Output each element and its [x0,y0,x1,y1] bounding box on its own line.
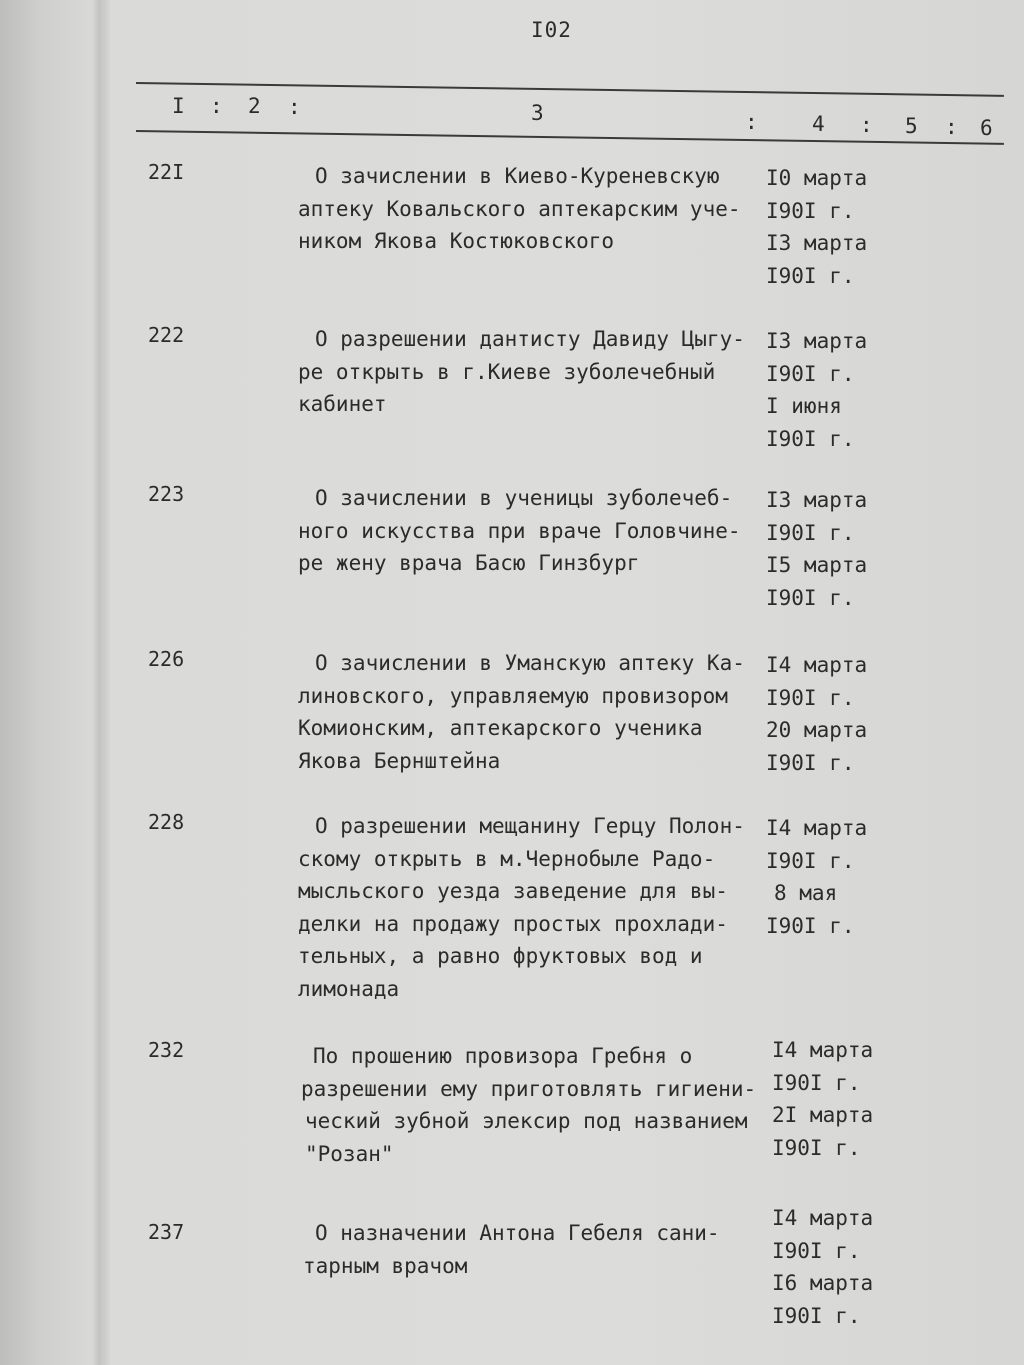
description-line: кабинет [298,392,387,416]
description-line: По прошению провизора Гребня о [313,1044,693,1068]
date-line: I90I г. [772,1070,861,1095]
column-header-4: 4 [812,112,825,136]
column-header-2: 2 [248,94,261,118]
entry-number: 228 [148,810,185,834]
date-line: I3 марта [766,329,868,353]
description-line: О зачислении в Киево-Куреневскую [315,164,720,188]
page-number: I02 [531,18,572,42]
column-header-5: 5 [905,114,918,138]
entry-number: 223 [148,482,185,506]
description-line: лимонада [298,976,400,1001]
description-line: линовского, управляемую провизором [298,683,728,708]
date-line: I3 марта [766,231,868,255]
date-line: I90I г. [766,198,855,223]
date-line: I90I г. [766,426,855,451]
date-line: I0 марта [766,166,868,190]
column-separator: : [210,94,223,118]
description-line: ного искусства при враче Головчине- [298,518,741,543]
description-line: О назначении Антона Гебеля сани- [315,1221,720,1245]
column-header-3: 3 [531,101,544,125]
date-line: I90I г. [766,520,855,545]
description-line: ре жену врача Басю Гинзбург [298,551,640,575]
description-line: аптеку Ковальского аптекарским уче- [298,196,741,221]
description-line: ре открыть в г.Киеве зуболечебный [298,359,716,384]
page-binding-shadow [92,0,110,1365]
date-line: I90I г. [766,750,855,775]
description-line: Комионским, аптекарского ученика [298,716,703,740]
column-separator: : [288,95,301,119]
entry-description [298,810,785,1005]
entry-number: 222 [148,323,185,347]
date-line: I90I г. [766,361,855,386]
description-line: ческий зубной элексир под названием [305,1109,748,1133]
header-rule-top [136,82,1004,97]
description-line: тельных, а равно фруктовых вод и [298,944,703,968]
entry-description [298,160,785,258]
date-line: I90I г. [766,685,855,710]
description-line: мысльского уезда заведение для вы- [298,879,728,903]
date-line: I4 марта [766,653,868,677]
description-line: разрешении ему приготовлять гигиени- [301,1076,757,1101]
entry-number: 237 [148,1220,185,1244]
column-separator: : [945,115,958,139]
entry-dates [772,1034,873,1164]
header-rule-bottom [136,130,1004,145]
date-line: I5 марта [766,553,868,577]
date-line: I90I г. [772,1238,861,1263]
entry-description [298,482,785,580]
date-line: I4 марта [766,816,868,840]
entry-dates [772,1202,873,1332]
entry-number: 232 [148,1038,185,1062]
column-header-1: I [172,94,185,118]
date-line: 2I марта [772,1103,874,1127]
date-line: I июня [766,394,842,418]
description-line: О разрешении дантисту Давиду Цыгу- [315,327,745,351]
entry-description [298,323,785,421]
column-separator: : [745,110,758,134]
date-line: I90I г. [766,913,855,938]
entry-dates [766,484,867,614]
description-line: скому открыть в м.Чернобыле Радо- [298,846,716,871]
entry-description [298,647,785,777]
description-line: ником Якова Костюковского [298,229,615,253]
entry-dates [766,162,867,292]
date-line: 20 марта [766,718,868,742]
entry-number: 226 [148,647,185,671]
entry-dates [766,812,867,942]
date-line: I90I г. [772,1303,861,1328]
date-line: I3 марта [766,488,868,512]
date-line: 8 мая [774,881,838,905]
description-line: О зачислении в Уманскую аптеку Ка- [315,651,745,675]
date-line: I90I г. [766,585,855,610]
date-line: I6 марта [772,1271,874,1295]
entry-dates [766,325,867,455]
description-line: тарным врачом [303,1253,468,1278]
description-line: О зачислении в ученицы зуболечеб- [315,486,733,510]
column-separator: : [860,113,873,137]
date-line: I4 марта [772,1206,874,1230]
description-line: делки на продажу простых прохлади- [298,911,728,936]
entry-number: 22I [148,160,185,184]
date-line: I90I г. [772,1135,861,1160]
entry-description [301,1040,783,1170]
description-line: "Розан" [305,1141,394,1166]
description-line: О разрешении мещанину Герцу Полон- [315,814,745,838]
date-line: I4 марта [772,1038,874,1062]
entry-description [303,1217,785,1282]
description-line: Якова Бернштейна [298,748,501,773]
entry-dates [766,649,867,779]
date-line: I90I г. [766,848,855,873]
date-line: I90I г. [766,263,855,288]
column-header-6: 6 [980,116,993,140]
